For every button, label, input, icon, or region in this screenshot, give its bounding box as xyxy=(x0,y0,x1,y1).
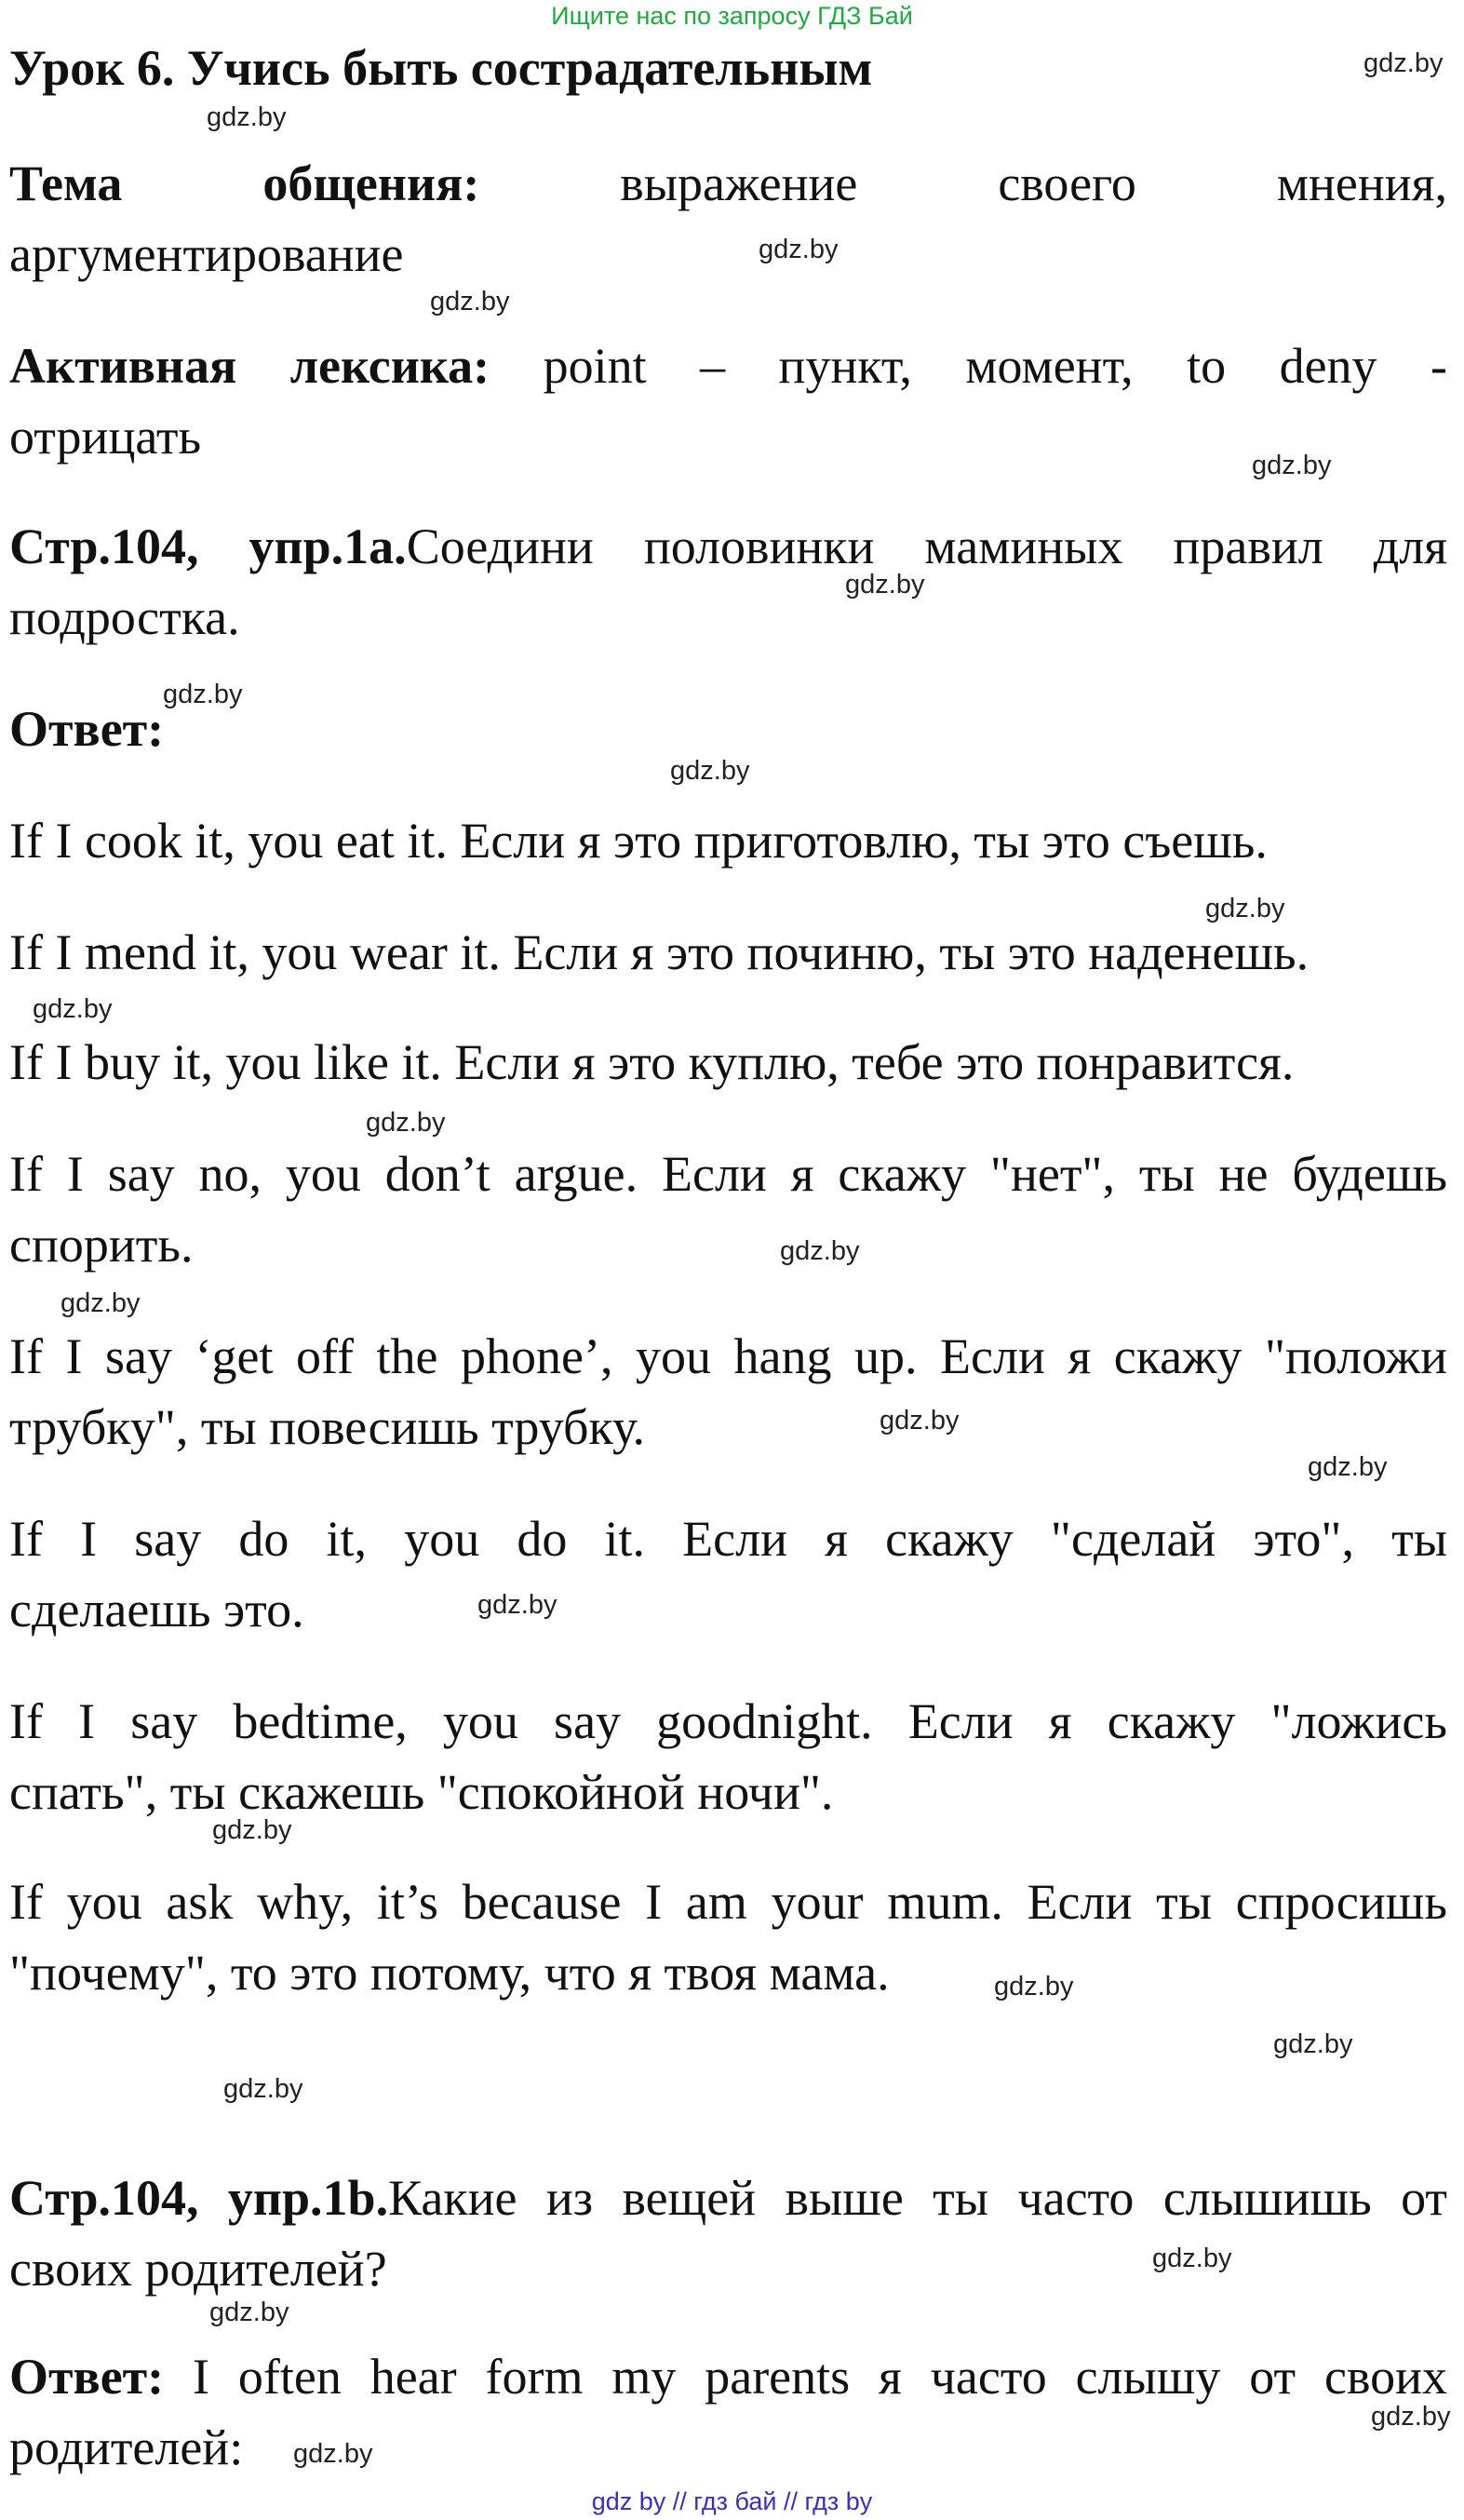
watermark: gdz.by xyxy=(880,1406,960,1435)
answer-line: трубку", ты повесишь трубку. xyxy=(9,1399,646,1455)
topic-text-line2: аргументирование xyxy=(9,226,404,282)
exercise-1b-task-line2: своих родителей? xyxy=(9,2241,387,2297)
watermark: gdz.by xyxy=(994,1972,1074,2001)
topic-text-line1: выражение своего мнения, xyxy=(620,155,1448,211)
top-banner[interactable]: Ищите нас по запросу ГДЗ Бай xyxy=(551,2,913,30)
exercise-1b-label: Стр.104, упр.1b. xyxy=(9,2170,389,2226)
watermark: gdz.by xyxy=(212,1815,292,1845)
watermark: gdz.by xyxy=(1252,451,1332,480)
answer-line: сделаешь это. xyxy=(9,1582,304,1637)
exercise-1a-answer-label: Ответ: xyxy=(9,701,165,757)
watermark: gdz.by xyxy=(223,2074,303,2104)
answer-line: If I mend it, you wear it. Если я это починю, ты это наденешь. xyxy=(9,924,1310,980)
answer-line: If I buy it, you like it. Если я это куплю, тебе это понравится. xyxy=(9,1034,1295,1090)
vocab-label: Активная лексика: xyxy=(9,338,490,394)
answer-line: спорить. xyxy=(9,1217,194,1273)
watermark: gdz.by xyxy=(1308,1452,1388,1482)
watermark: gdz.by xyxy=(1152,2244,1232,2273)
exercise-1b-task-line1: Какие из вещей выше ты часто слышишь от xyxy=(388,2170,1447,2226)
watermark: gdz.by xyxy=(1205,894,1285,923)
watermark: gdz.by xyxy=(477,1590,557,1620)
watermark: gdz.by xyxy=(780,1236,860,1266)
watermark: gdz.by xyxy=(670,756,750,786)
topic-line-1 xyxy=(9,155,1447,212)
answer-line: If I cook it, you eat it. Если я это приготовлю, ты это съешь. xyxy=(9,813,1268,869)
exercise-1a-task-line1: Соедини половинки маминых правил для xyxy=(406,519,1447,574)
vocab-text-line2: отрицать xyxy=(9,409,202,465)
watermark: gdz.by xyxy=(759,235,839,264)
watermark: gdz.by xyxy=(1273,2029,1353,2059)
exercise-1b-answer-text: I often hear form my parents я часто слышу от своих xyxy=(193,2349,1447,2405)
answer-line: спать", ты скажешь "спокойной ночи". xyxy=(9,1764,834,1820)
exercise-1a-task-line2: подростка. xyxy=(9,589,240,645)
watermark: gdz.by xyxy=(209,2298,289,2327)
vocab-line-1 xyxy=(9,337,1447,395)
watermark: gdz.by xyxy=(60,1288,141,1318)
watermark: gdz.by xyxy=(845,570,925,600)
exercise-1b-answer-line2: родителей: xyxy=(9,2419,244,2475)
answer-line: If you ask why, it’s because I am your mum. Если ты спросишь xyxy=(9,1874,1447,1930)
exercise-1a-label: Стр.104, упр.1a. xyxy=(9,519,407,574)
answer-line: If I say do it, you do it. Если я скажу "сделай это", ты xyxy=(9,1511,1447,1567)
watermark: gdz.by xyxy=(1363,48,1444,78)
answer-line: "почему", то это потому, что я твоя мама. xyxy=(9,1945,890,2001)
bottom-banner[interactable]: gdz by // гдз бай // гдз by xyxy=(591,2487,873,2515)
watermark: gdz.by xyxy=(293,2439,373,2469)
answer-line: If I say no, you don’t argue. Если я скажу "нет", ты не будешь xyxy=(9,1146,1447,1202)
watermark: gdz.by xyxy=(366,1108,446,1138)
vocab-text-line1: point – пункт, момент, to deny - xyxy=(543,338,1447,394)
watermark: gdz.by xyxy=(33,994,113,1024)
exercise-1b-answer-label: Ответ: xyxy=(9,2349,165,2405)
exercise-1b-heading xyxy=(9,2169,1447,2227)
topic-label: Тема общения: xyxy=(9,155,480,211)
answer-line: If I say ‘get off the phone’, you hang up. Если я скажу "положи xyxy=(9,1328,1447,1384)
lesson-title: Урок 6. Учись быть сострадательным xyxy=(9,40,873,96)
watermark: gdz.by xyxy=(430,287,510,317)
answer-line: If I say bedtime, you say goodnight. Если я скажу "ложись xyxy=(9,1693,1447,1749)
exercise-1a-heading xyxy=(9,518,1447,575)
watermark: gdz.by xyxy=(163,680,243,709)
exercise-1b-answer-line-1 xyxy=(9,2348,1447,2405)
watermark: gdz.by xyxy=(207,102,287,132)
watermark: gdz.by xyxy=(1371,2402,1451,2432)
